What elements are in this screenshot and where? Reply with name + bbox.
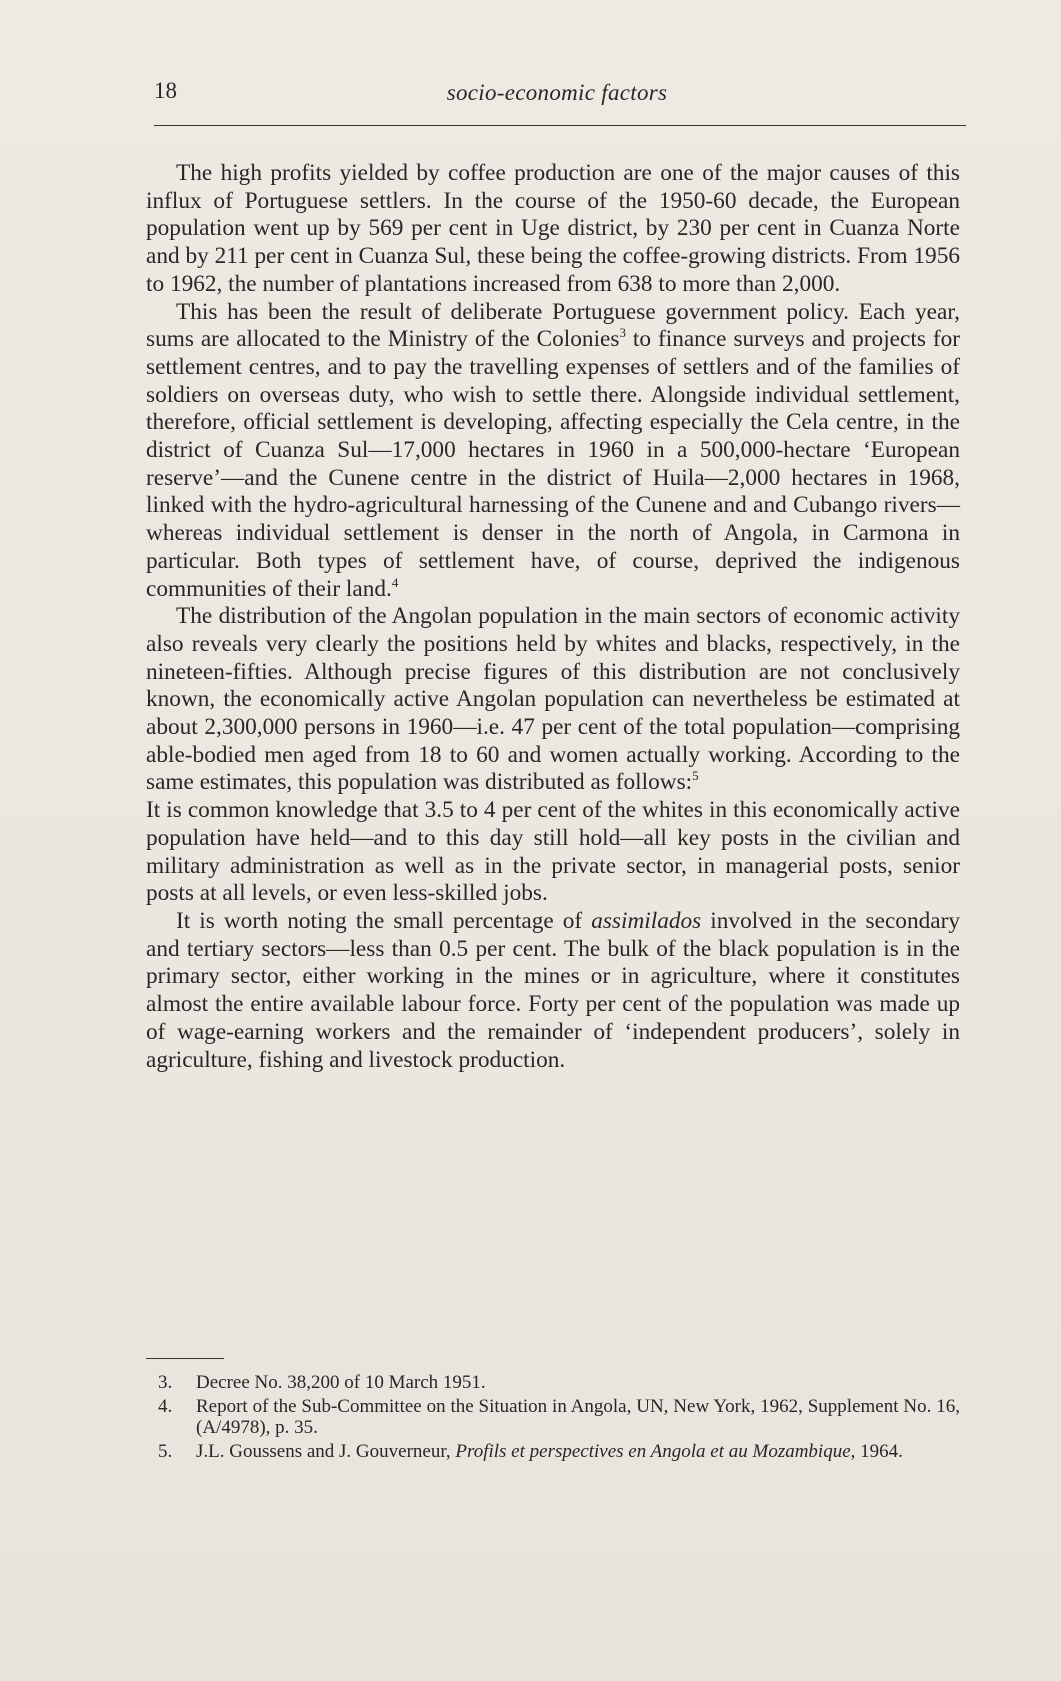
footnote-ref-5[interactable]: 5 <box>692 768 699 784</box>
running-head: socio-economic factors <box>446 80 668 105</box>
paragraph-text: involved in the secondary and tertiary sectors—less than 0.5 per cent. The bulk of the black population is in the primary sector, either working in the mines or in agriculture, where it constitutes almost the entire available labour force. Forty per cent of the population was made up of wage-earning workers and the remainder of ‘independent producers’, solely in agriculture, fishing and livestock production. <box>146 907 960 1073</box>
body-text <box>146 160 960 1074</box>
page-header <box>154 78 960 112</box>
footnote-number: 5. <box>158 1440 173 1462</box>
footnote-ref-3[interactable]: 3 <box>619 325 626 341</box>
footnote-4 <box>158 1395 960 1439</box>
italic-term: assimilados <box>591 907 702 934</box>
page-number: 18 <box>154 78 177 103</box>
footnotes-rule <box>146 1358 224 1359</box>
footnote-text: Decree No. 38,200 of 10 March 1951. <box>196 1372 486 1393</box>
footnote-text: Report of the Sub-Committee on the Situation in Angola, UN, New York, 1962, Supplement No. 16, (A/4978), p. 35. <box>196 1395 960 1438</box>
paragraph-coffee-profits <box>146 160 960 299</box>
paragraph-text: The high profits yielded by coffee production are one of the major causes of this influx of Portuguese settlers. In the course of the 1950-60 decade, the European population went up by 569 per cent in Uge district, by 230 per cent in Cuanza Norte and by 211 per cent in Cuanza Sul, these being the coffee-growing districts. From 1956 to 1962, the number of plantations increased from 638 to more than 2,000. <box>146 160 960 297</box>
paragraph-key-posts <box>146 797 960 908</box>
header-rule <box>154 125 966 126</box>
paragraph-population-distribution <box>146 603 960 797</box>
paragraph-government-policy <box>146 299 960 604</box>
footnote-3 <box>158 1372 960 1394</box>
footnote-number: 4. <box>158 1395 173 1417</box>
paragraph-text: It is common knowledge that 3.5 to 4 per cent of the whites in this economically active population have held—and to this day still hold—all key posts in the civilian and military administration as well as in the private sector, in managerial posts, senior posts at all levels, or even less-skilled jobs. <box>146 797 960 907</box>
footnote-text: J.L. Goussens and J. Gouverneur, <box>196 1440 456 1462</box>
footnotes <box>158 1372 960 1464</box>
paragraph-text: The distribution of the Angolan population in the main sectors of economic activity also reveals very clearly the positions held by whites and blacks, respectively, in the nineteen-fifties. Although precise figures of this distribution are not conclusively known, the economically active Angolan population can nevertheless be estimated at about 2,300,000 persons in 1960—i.e. 47 per cent of the total population—comprising able-bodied men aged from 18 to 60 and women actually working. According to the same estimates, this population was distributed as follows: <box>146 603 960 796</box>
footnote-text: , 1964. <box>850 1440 903 1462</box>
footnote-number: 3. <box>158 1372 173 1393</box>
footnote-5 <box>158 1440 960 1463</box>
footnote-title: Profils et perspectives en Angola et au Mozambique <box>455 1440 851 1462</box>
paragraph-text: This has been the result of deliberate Portuguese government policy. Each year, sums are allocated to the Ministry of the Colonies <box>146 298 960 353</box>
footnote-ref-4[interactable]: 4 <box>391 574 399 590</box>
paragraph-text: It is worth noting the small percentage of <box>176 907 592 934</box>
paragraph-assimilados <box>146 908 960 1074</box>
paragraph-text: to finance surveys and projects for settlement centres, and to pay the travelling expenses of settlers and of the families of soldiers on overseas duty, who wish to settle there. Alongside individual settlement, therefore, official settlement is developing, affecting especially the Cela centre, in the district of Cuanza Sul—17,000 hectares in 1960 in a 500,000-hectare ‘European reserve’—and the Cunene centre in the district of Huila—2,000 hectares in 1968, linked with the hydro-agricultural harnessing of the Cunene and and Cubango rivers—whereas individual settlement is denser in the north of Angola, in Carmona in particular. Both types of settlement have, of course, deprived the indigenous communities of their land. <box>146 326 960 602</box>
